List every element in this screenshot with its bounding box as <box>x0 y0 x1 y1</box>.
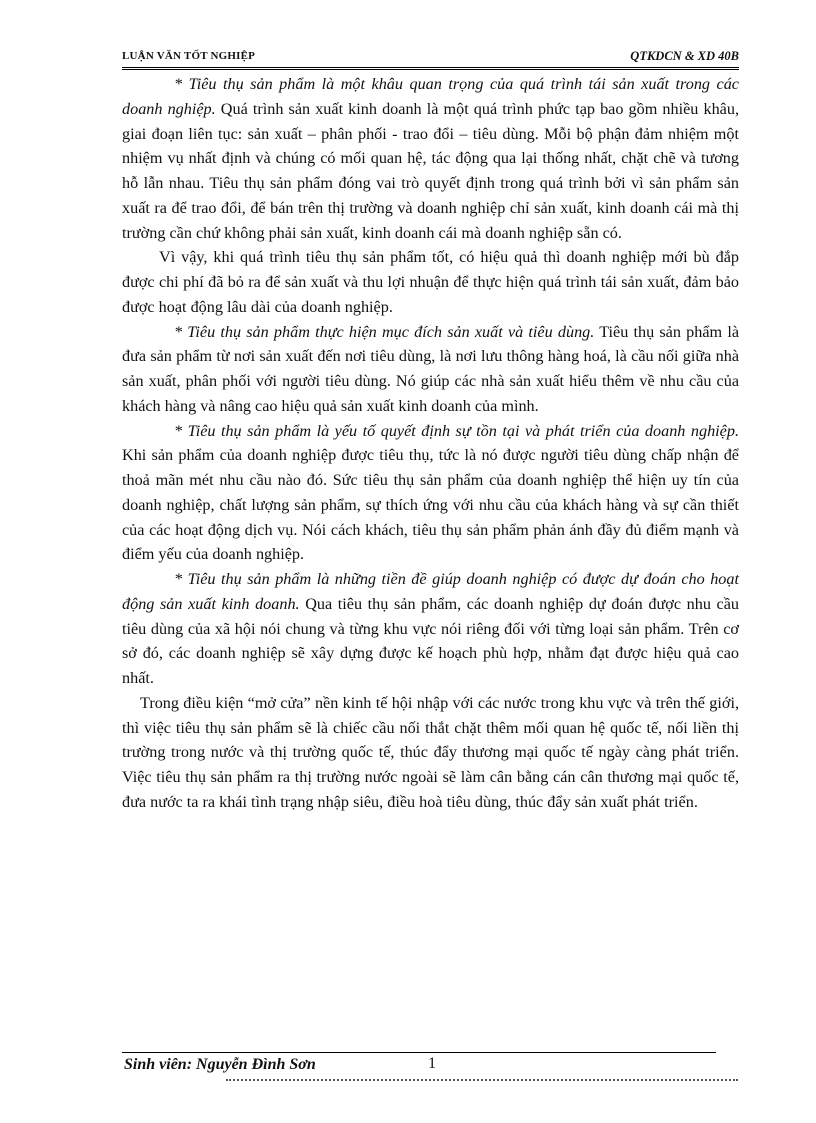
body-text <box>122 72 739 815</box>
paragraph <box>122 72 739 245</box>
footer-border <box>226 1079 738 1081</box>
page-header <box>122 48 739 68</box>
thesis-label: LUẬN VĂN TỐT NGHIỆP <box>122 50 256 62</box>
student-name: Sinh viên: Nguyễn Đình Sơn <box>124 1056 316 1073</box>
paragraph-text: Qua tiêu thụ sản phẩm, các doanh nghiệp dự đoán được nhu cầu tiêu dùng của xã hội nói chung và từng khu vực nói riêng đối với từng loại sản phẩm. Trên cơ sở đó, các doanh nghiệp sẽ xây dựng được kế hoạch phù hợp, nhằm đạt được hiệu quả cao nhất. <box>122 594 739 687</box>
paragraph-text: Tiêu thụ sản phẩm là đưa sản phẩm từ nơi sản xuất đến nơi tiêu dùng, là nơi lưu thông hàng hoá, là cầu nối giữa nhà sản xuất, phân phối với người tiêu dùng. Nó giúp các nhà sản xuất hiểu thêm về nhu cầu của khách hàng và nâng cao hiệu quả sản xuất kinh doanh của mình. <box>122 322 739 415</box>
paragraph <box>122 320 739 419</box>
class-code: QTKDCN & XD 40B <box>630 49 739 63</box>
paragraph-lead: * Tiêu thụ sản phẩm thực hiện mục đích sản xuất và tiêu dùng. <box>174 322 595 341</box>
paragraph-lead: * Tiêu thụ sản phẩm là những tiền đề giúp doanh nghiệp có được dự đoán cho hoạt động sản xuất kinh doanh. <box>122 570 739 613</box>
footer-rule <box>122 1052 716 1053</box>
page-number: 1 <box>428 1055 436 1072</box>
paragraph-text: Trong điều kiện “mở cửa” nền kinh tế hội nhập với các nước trong khu vực và trên thế giới, thì việc tiêu thụ sản phẩm sẽ là chiếc cầu nối thắt chặt thêm mối quan hệ quốc tế, nối liền thị trường trong nước và thị trường quốc tế, thúc đẩy thương mại quốc tế ngày càng phát triển. Việc tiêu thụ sản phẩm ra thị trường nước ngoài sẽ làm cân bằng cán cân thương mại quốc tế, đưa nước ta ra khái tình trạng nhập siêu, điều hoà tiêu dùng, thúc đẩy sản xuất phát triển. <box>122 693 739 811</box>
paragraph <box>122 567 739 691</box>
header-rule <box>122 67 739 70</box>
paragraph-text: Quá trình sản xuất kinh doanh là một quá trình phức tạp bao gồm nhiều khâu, giai đoạn liên tục: sản xuất – phân phối - trao đổi – tiêu dùng. Mỗi bộ phận đảm nhiệm một nhiệm vụ nhất định và chúng có mối quan hệ, tác động qua lại thống nhất, chặt chẽ và tương hỗ lẫn nhau. Tiêu thụ sản phẩm đóng vai trò quyết định trong quá trình bởi vì sản phẩm sản xuất ra để trao đổi, để bán trên thị trường và doanh nghiệp chỉ sản xuất, kinh doanh cái mà thị trường cần chứ không phải sản xuất, kinh doanh cái mà doanh nghiệp sẵn có. <box>122 99 740 242</box>
paragraph-text: Khi sản phẩm của doanh nghiệp được tiêu thụ, tức là nó được người tiêu dùng chấp nhận để thoả mãn mét nhu cầu nào đó. Sức tiêu thụ sản phẩm của doanh nghiệp thể hiện uy tín của doanh nghiệp, chất lượng sản phẩm, sự thích ứng với nhu cầu của khách hàng và sự cần thiết của các hoạt động dịch vụ. Nói cách khách, tiêu thụ sản phẩm phản ánh đầy đủ điểm mạnh và điểm yếu của doanh nghiệp. <box>122 446 739 564</box>
paragraph <box>122 245 739 319</box>
paragraph <box>122 419 739 568</box>
paragraph <box>122 691 739 815</box>
paragraph-text: Vì vậy, khi quá trình tiêu thụ sản phẩm tốt, có hiệu quả thì doanh nghiệp mới bù đắp được chi phí đã bỏ ra để sản xuất và thu lợi nhuận để thực hiện quá trình tái sản xuất, đảm bảo được hoạt động lâu dài của doanh nghiệp. <box>122 248 739 316</box>
paragraph-lead: * Tiêu thụ sản phẩm là yếu tố quyết định sự tồn tại và phát triển của doanh nghiệp. <box>174 421 739 440</box>
paragraph-lead: * Tiêu thụ sản phẩm là một khâu quan trọng của quá trình tái sản xuất trong các doanh nghiệp. <box>122 75 739 118</box>
